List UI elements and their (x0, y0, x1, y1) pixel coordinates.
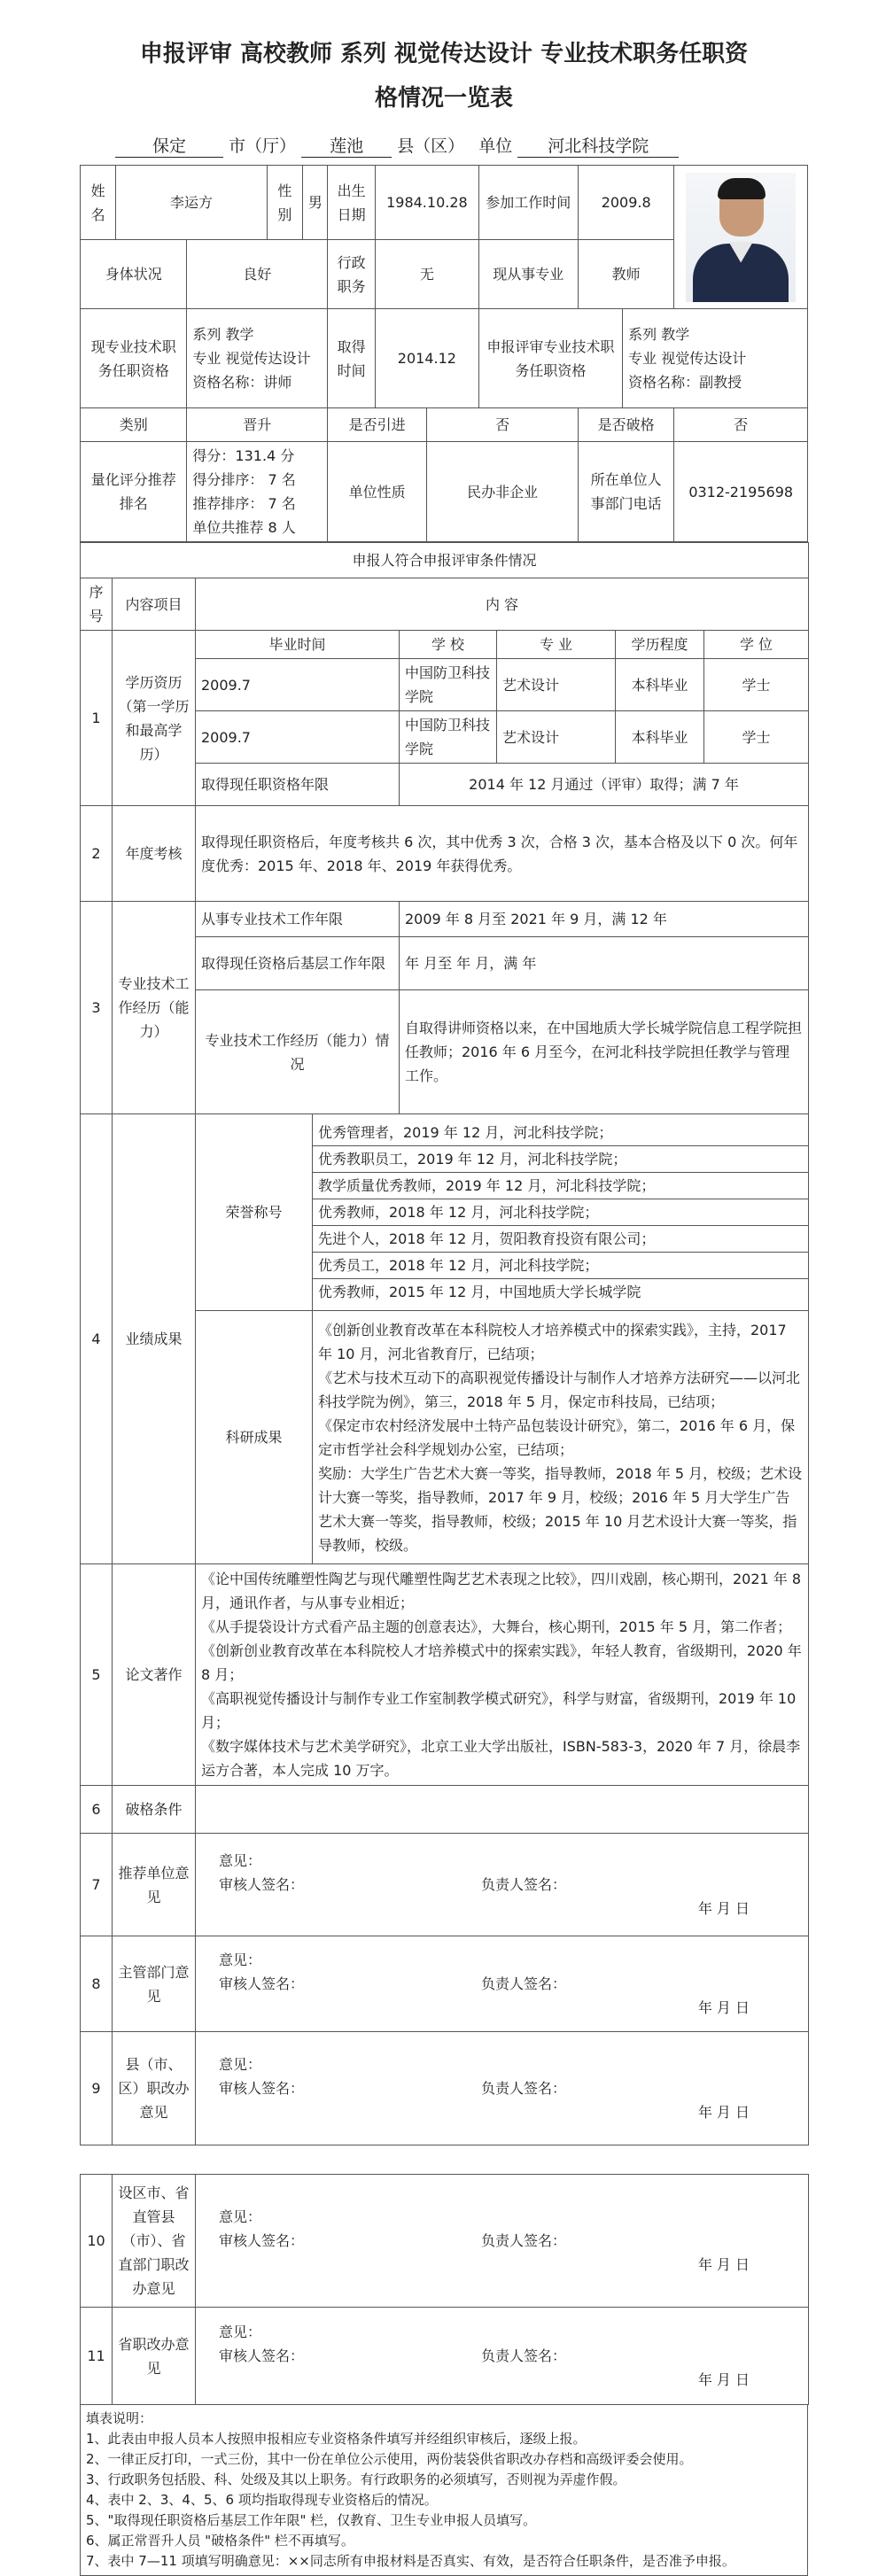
paper-label: 论文著作 (113, 1564, 196, 1786)
location-line (115, 133, 808, 158)
notes-title: 填表说明： (86, 2410, 153, 2426)
name-value: 李运方 (116, 166, 268, 240)
row-1-no: 1 (81, 631, 113, 806)
responsible-sign: 负责人签名： (481, 2080, 567, 2097)
form-notes (80, 2405, 808, 2576)
row-8-no: 8 (81, 1936, 113, 2032)
county-suffix: 县（区） (397, 136, 465, 156)
exceptional-label: 是否破格 (578, 408, 673, 442)
opinion-text: 意见： (219, 1852, 262, 1869)
edu-major: 艺术设计 (497, 711, 616, 764)
list-item: 优秀管理者，2019 年 12 月，河北科技学院； (313, 1120, 808, 1146)
edu-xuewei: 学士 (704, 711, 809, 764)
exp-base-value: 年 月至 年 月，满 年 (400, 937, 809, 990)
cur-title-label: 现专业技术职务任职资格 (81, 309, 187, 408)
title-line-2: 格情况一览表 (374, 85, 513, 112)
col-item-header: 内容项目 (113, 578, 196, 631)
opinion-text: 意见： (219, 2056, 262, 2073)
edu-school: 中国防卫科技学院 (400, 659, 497, 711)
work-start-value: 2009.8 (578, 166, 673, 240)
health-label: 身体状况 (81, 240, 187, 309)
col-content-header: 内 容 (196, 578, 809, 631)
list-item: 4、表中 2、3、4、5、6 项均指取得现专业资格后的情况。 (86, 2492, 438, 2508)
list-item: 优秀教师，2018 年 12 月，河北科技学院； (313, 1199, 808, 1226)
work-start-label: 参加工作时间 (478, 166, 578, 240)
city-suffix: 市（厅） (229, 136, 297, 156)
birth-label: 出生日期 (327, 166, 375, 240)
reviewer-sign: 审核人签名： (219, 2232, 305, 2249)
score-label: 量化评分推荐排名 (81, 442, 187, 542)
edu-time: 2009.7 (196, 711, 400, 764)
row-6-no: 6 (81, 1786, 113, 1834)
opinion-label: 省职改办意见 (113, 2308, 196, 2405)
opinion-date: 年 月 日 (697, 2104, 750, 2121)
edu-degree: 本科毕业 (616, 711, 704, 764)
category-label: 类别 (81, 408, 187, 442)
hr-phone-label: 所在单位人事部门电话 (578, 442, 673, 542)
photo-cell (674, 166, 808, 309)
basic-info-table (80, 165, 808, 542)
list-item: 优秀员工，2018 年 12 月，河北科技学院； (313, 1253, 808, 1279)
research-label: 科研成果 (196, 1311, 313, 1564)
col-no-header: 序号 (81, 578, 113, 631)
edu-xuewei: 学士 (704, 659, 809, 711)
document (80, 0, 808, 2576)
opinion-date: 年 月 日 (697, 2371, 750, 2388)
row-7-no: 7 (81, 1834, 113, 1936)
introduced-value: 否 (427, 408, 579, 442)
health-value: 良好 (187, 240, 328, 309)
applicant-photo (686, 173, 796, 302)
honor-list (313, 1114, 809, 1311)
achieve-label: 业绩成果 (113, 1114, 196, 1564)
edu-major: 艺术设计 (497, 659, 616, 711)
edu-time: 2009.7 (196, 659, 400, 711)
list-item: 优秀教师，2015 年 12 月，中国地质大学长城学院 (318, 1284, 641, 1300)
opinion-row (81, 1936, 809, 2032)
exp-ability-label: 专业技术工作经历（能力）情况 (196, 990, 400, 1114)
exp-label: 专业技术工作经历（能力） (113, 902, 196, 1114)
apply-value: 系列 教学 专业 视觉传达设计 资格名称：副教授 (623, 309, 808, 408)
paper-text: 《论中国传统雕塑性陶艺与现代雕塑性陶艺艺术表现之比较》，四川戏剧，核心期刊，2021 年 8 月，通讯作者，与从事专业相近； 《从手提袋设计方式看产品主题的创意表达》，大舞台，核心期刊，2015 年 5 月，第二作者； 《创新创业教育改革在本科院校人才培养模式中的探索实践》，年轻人教育，省级期刊，2020 年 8 月； 《高职视觉传播设计与制作专业工作室制教学模式研究》，科学与财富，省级期刊，2019 年 10 月； 《数字媒体技术与艺术美学研究》，北京工业大学出版社，ISBN-583-3，2020 年 7 月，徐晨李运方合著，本人完成 10 万字。 (196, 1564, 809, 1786)
list-item: 教学质量优秀教师，2019 年 12 月，河北科技学院； (313, 1173, 808, 1199)
unit-nature-value: 民办非企业 (427, 442, 579, 542)
list-item: 6、属正常晋升人员 "破格条件" 栏不再填写。 (86, 2533, 354, 2549)
opinion-date: 年 月 日 (697, 1999, 750, 2016)
gender-value: 男 (302, 166, 327, 240)
exceptional-value: 否 (674, 408, 808, 442)
list-item: 3、行政职务包括股、科、处级及其以上职务。有行政职务的必须填写，否则视为弄虚作假。 (86, 2471, 626, 2487)
city-value: 保定 (115, 133, 223, 158)
opinion-label: 县（市、区）职改办意见 (113, 2032, 196, 2145)
exp-base-label: 取得现任资格后基层工作年限 (196, 937, 400, 990)
annual-text: 取得现任职资格后，年度考核共 6 次，其中优秀 3 次，合格 3 次，基本合格及以下 0 次。何年度优秀：2015 年、2018 年、2019 年获得优秀。 (196, 806, 809, 902)
reviewer-sign: 审核人签名： (219, 1876, 305, 1893)
opinion-content (196, 1834, 809, 1936)
responsible-sign: 负责人签名： (481, 2347, 567, 2364)
responsible-sign: 负责人签名： (481, 1975, 567, 1992)
opinion-content (196, 2032, 809, 2145)
major-value: 教师 (578, 240, 673, 309)
opinion-row (81, 2032, 809, 2145)
row-3-no: 3 (81, 902, 113, 1114)
opinion-label: 设区市、省直管县（市）、省直部门职改办意见 (113, 2175, 196, 2308)
row-2-no: 2 (81, 806, 113, 902)
list-item: 5、"取得现任职资格后基层工作年限" 栏，仅教育、卫生专业申报人员填写。 (86, 2512, 537, 2528)
exp-years-label: 从事专业技术工作年限 (196, 902, 400, 937)
title-line-1: 申报评审 高校教师 系列 视觉传达设计 专业技术职务任职资 (139, 41, 749, 67)
row-10-no: 10 (81, 2175, 113, 2308)
conditions-table (80, 542, 809, 2145)
row-11-no: 11 (81, 2308, 113, 2405)
opinion-text: 意见： (219, 1951, 262, 1968)
apply-label: 申报评审专业技术职务任职资格 (478, 309, 623, 408)
reviewer-sign: 审核人签名： (219, 1975, 305, 1992)
edu-school: 中国防卫科技学院 (400, 711, 497, 764)
category-value: 晋升 (187, 408, 328, 442)
annual-label: 年度考核 (113, 806, 196, 902)
edu-header-degree: 学历程度 (616, 631, 704, 659)
opinion-content (196, 2308, 809, 2405)
doc-title (80, 32, 808, 120)
honor-label: 荣誉称号 (196, 1114, 313, 1311)
unit-value: 河北科技学院 (517, 133, 679, 158)
opinion-row (81, 2175, 809, 2308)
opinion-label: 主管部门意见 (113, 1936, 196, 2032)
unit-nature-label: 单位性质 (327, 442, 426, 542)
opinion-content (196, 2175, 809, 2308)
major-label: 现从事专业 (478, 240, 578, 309)
list-item: 7、表中 7—11 项填写明确意见：××同志所有申报材料是否真实、有效，是否符合任职条件，是否准予申报。 (86, 2553, 735, 2569)
score-value: 得分：131.4 分 得分排序： 7 名 推荐排序： 7 名 单位共推荐 8 人 (187, 442, 328, 542)
conditions-header: 申报人符合申报评审条件情况 (81, 543, 809, 578)
obtain-label: 取得时间 (327, 309, 375, 408)
row-5-no: 5 (81, 1564, 113, 1786)
research-text: 《创新创业教育改革在本科院校人才培养模式中的探索实践》，主持，2017 年 10 月，河北省教育厅，已结项； 《艺术与技术互动下的高职视觉传播设计与制作人才培养方法研究——以河北科技学院为例》，第三，2018 年 5 月，保定市科技局，已结项； 《保定市农村经济发展中土特产品包装设计研究》，第二，2016 年 6 月，保定市哲学社会科学规划办公室，已结项； 奖励：大学生广告艺术大赛一等奖，指导教师，2018 年 5 月，校级；艺术设计大赛一等奖，指导教师，2017 年 9 月，校级；2016 年 5 月大学生广告艺术大赛一等奖，指导教师，校级；2015 年 10 月艺术设计大赛一等奖，指导教师，校级。 (313, 1311, 809, 1564)
opinion-text: 意见： (219, 2324, 262, 2340)
breakcond-label: 破格条件 (113, 1786, 196, 1834)
edu-header-school: 学 校 (400, 631, 497, 659)
edu-header-xuewei: 学 位 (704, 631, 809, 659)
responsible-sign: 负责人签名： (481, 1876, 567, 1893)
name-label: 姓名 (81, 166, 116, 240)
upper-opinions-table (80, 2174, 809, 2405)
breakcond-value (196, 1786, 809, 1834)
cur-title-value: 系列 教学 专业 视觉传达设计 资格名称：讲师 (187, 309, 328, 408)
unit-label: 单位 (478, 136, 513, 156)
obtain-value: 2014.12 (376, 309, 478, 408)
exp-years-value: 2009 年 8 月至 2021 年 9 月，满 12 年 (400, 902, 809, 937)
county-value: 莲池 (301, 133, 392, 158)
edu-header-time: 毕业时间 (196, 631, 400, 659)
row-4-no: 4 (81, 1114, 113, 1564)
edu-limit-value: 2014 年 12 月通过（评审）取得；满 7 年 (400, 764, 809, 806)
edu-degree: 本科毕业 (616, 659, 704, 711)
admin-label: 行政职务 (327, 240, 375, 309)
opinion-label: 推荐单位意见 (113, 1834, 196, 1936)
row-9-no: 9 (81, 2032, 113, 2145)
introduced-label: 是否引进 (327, 408, 426, 442)
edu-header-major: 专 业 (497, 631, 616, 659)
reviewer-sign: 审核人签名： (219, 2347, 305, 2364)
edu-label: 学历资历（第一学历和最高学历） (113, 631, 196, 806)
birth-value: 1984.10.28 (376, 166, 478, 240)
list-item: 1、此表由申报人员本人按照申报相应专业资格条件填写并经组织审核后，逐级上报。 (86, 2431, 587, 2447)
hr-phone-value: 0312-2195698 (674, 442, 808, 542)
list-item: 优秀教职员工，2019 年 12 月，河北科技学院； (313, 1146, 808, 1173)
admin-value: 无 (376, 240, 478, 309)
responsible-sign: 负责人签名： (481, 2232, 567, 2249)
opinion-row (81, 2308, 809, 2405)
list-item: 先进个人，2018 年 12 月，贺阳教育投资有限公司； (313, 1226, 808, 1253)
list-item: 2、一律正反打印，一式三份，其中一份在单位公示使用，两份装袋供省职改办存档和高级评委会使用。 (86, 2451, 693, 2467)
opinion-date: 年 月 日 (697, 2256, 750, 2273)
gender-label: 性别 (267, 166, 302, 240)
opinion-row (81, 1834, 809, 1936)
reviewer-sign: 审核人签名： (219, 2080, 305, 2097)
opinion-date: 年 月 日 (697, 1900, 750, 1917)
opinion-text: 意见： (219, 2208, 262, 2225)
edu-limit-label: 取得现任职资格年限 (196, 764, 400, 806)
exp-ability-value: 自取得讲师资格以来，在中国地质大学长城学院信息工程学院担任教师；2016 年 6 月至今，在河北科技学院担任教学与管理工作。 (400, 990, 809, 1114)
opinion-content (196, 1936, 809, 2032)
